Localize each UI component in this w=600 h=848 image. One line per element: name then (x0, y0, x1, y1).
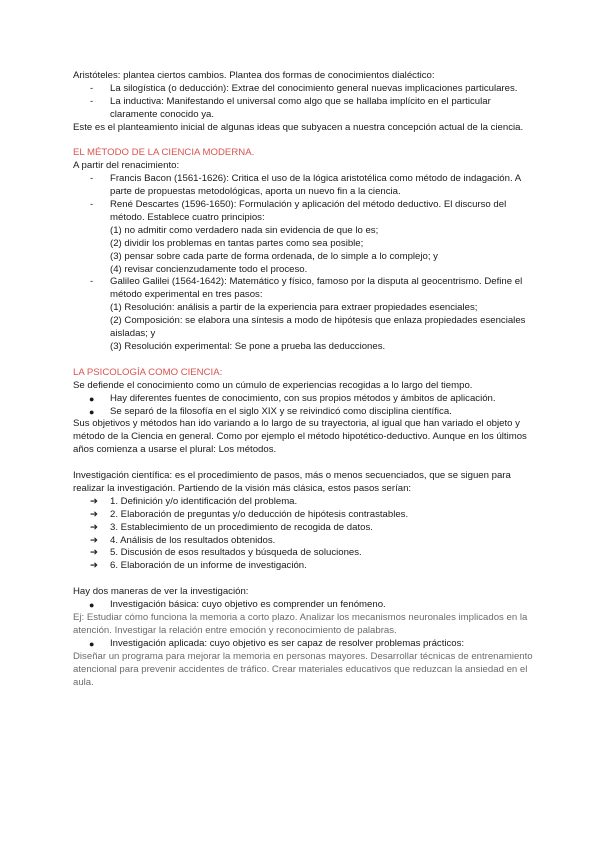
aristoteles-list (73, 83, 533, 122)
psicologia-bullets (73, 393, 533, 419)
galileo-step: (2) Composición: se elabora una síntesis a modo de hipótesis que enlaza propiedades esenciales aisladas; y (110, 315, 526, 340)
arrow-icon: ➔ (90, 560, 99, 572)
basica-example: Ej: Estudiar cómo funciona la memoria a corto plazo. Analizar los mecanismos neuronales implicados en la atención. Investigar la relación entre emoción y reconocimiento de palabras. (73, 612, 528, 636)
bullet-icon: ● (89, 393, 95, 404)
principle-item: (1) no admitir como verdadero nada sin evidencia de que lo es; (110, 224, 379, 236)
list-item-galileo: - Galileo Galilei (1564-1642): Matemático y físico, famoso por la disputa al geocentrismo. Define el método experimental en tres pasos: (73, 276, 533, 302)
principle-item: (3) pensar sobre cada parte de forma ordenada, de lo simple a lo complejo; y (110, 250, 438, 262)
aristoteles-closing: Este es el planteamiento inicial de algunas ideas que subyacen a nuestra concepción actual de la ciencia. (73, 121, 524, 133)
principle-item: (2) dividir los problemas en tantas partes como sea posible; (110, 237, 364, 249)
psicologia-paragraph: Sus objetivos y métodos han ido variando a lo largo de su trayectoria, al igual que han variado el objeto y método de la Ciencia en general. Como por ejemplo el método hipotético-deductivo. Aunque en los últimos años comienza a usarse el plural: Los métodos. (73, 418, 527, 456)
list-item: - La silogística (o deducción): Extrae del conocimiento general nuevas implicaciones particulares. (73, 83, 533, 96)
principle-item: (4) revisar concienzudamente todo el proceso. (110, 263, 308, 275)
section-heading-metodo: EL MÉTODO DE LA CIENCIA MODERNA. (73, 147, 255, 159)
list-item-bacon: - Francis Bacon (1561-1626): Critica el uso de la lógica aristotélica como método de indagación. A parte de propuestas metodológicas, aporta un nuevo fin a la ciencia. (73, 173, 533, 199)
maneras-intro: Hay dos maneras de ver la investigación: (73, 586, 249, 598)
arrow-icon: ➔ (90, 547, 99, 559)
bullet-item: ● Se separó de la filosofía en el siglo XIX y se reivindicó como disciplina científica. (89, 405, 452, 417)
bullet-icon: ● (89, 600, 95, 611)
bullet-icon: ● (89, 638, 95, 649)
metodo-list (73, 173, 533, 225)
bullet-icon: ● (89, 406, 95, 417)
step-item: ➔ 6. Elaboración de un informe de investigación. (90, 560, 307, 572)
arrow-icon: ➔ (90, 521, 99, 533)
metodo-list-2 (73, 276, 533, 302)
document-page (73, 70, 533, 689)
galileo-steps (73, 302, 533, 354)
list-item-descartes (73, 199, 533, 225)
arrow-icon: ➔ (90, 508, 99, 520)
bullet-item: ● Hay diferentes fuentes de conocimiento, con sus propios métodos y ámbitos de aplicación. (89, 392, 496, 404)
list-item: - La inductiva: Manifestando el universal como algo que se hallaba implícito en el particular claramente conocido ya. (73, 96, 533, 122)
descartes-text: René Descartes (1596-1650): Formulación y aplicación del método deductivo. El discurso del método. Establece cuatro principios: (110, 199, 507, 223)
metodo-intro: A partir del renacimiento: (73, 160, 180, 172)
step-item: ➔ 1. Definición y/o identificación del problema. (90, 495, 298, 507)
step-item: ➔ 4. Análisis de los resultados obtenidos. (90, 534, 276, 546)
step-item: ➔ 3. Establecimiento de un procedimiento de recogida de datos. (90, 521, 373, 533)
step-item: ➔ 5. Discusión de esos resultados y búsqueda de soluciones. (90, 547, 362, 559)
arrow-icon: ➔ (90, 534, 99, 546)
arrow-icon: ➔ (90, 495, 99, 507)
investigacion-steps (73, 496, 533, 573)
psicologia-intro: Se defiende el conocimiento como un cúmulo de experiencias recogidas a lo largo del tiempo. (73, 379, 473, 391)
descartes-principles (73, 225, 533, 277)
bullet-item-aplicada: ● Investigación aplicada: cuyo objetivo es ser capaz de resolver problemas prácticos: (89, 637, 465, 649)
section-heading-psicologia: LA PSICOLOGÍA COMO CIENCIA: (73, 366, 223, 378)
galileo-step: (3) Resolución experimental: Se pone a prueba las deducciones. (110, 341, 386, 353)
galileo-step: (1) Resolución: análisis a partir de la experiencia para extraer propiedades esenciales; (110, 302, 478, 314)
step-item: ➔ 2. Elaboración de preguntas y/o deducción de hipótesis contrastables. (90, 508, 409, 520)
aplicada-example: Diseñar un programa para mejorar la memoria en personas mayores. Desarrollar técnicas de entrenamiento atencional para prevenir accidentes de tráfico. Crear materiales educativos que reduzcan la ansiedad en el aula. (73, 650, 533, 688)
investigacion-intro: Investigación científica: es el procedimiento de pasos, más o menos secuenciados, que se siguen para realizar la investigación. Partiendo de la visión más clásica, estos pasos serían: (73, 470, 511, 494)
aristoteles-intro: Aristóteles: plantea ciertos cambios. Plantea dos formas de conocimientos dialéctico: (73, 70, 435, 81)
bullet-item-basica: ● Investigación básica: cuyo objetivo es comprender un fenómeno. (89, 599, 386, 611)
